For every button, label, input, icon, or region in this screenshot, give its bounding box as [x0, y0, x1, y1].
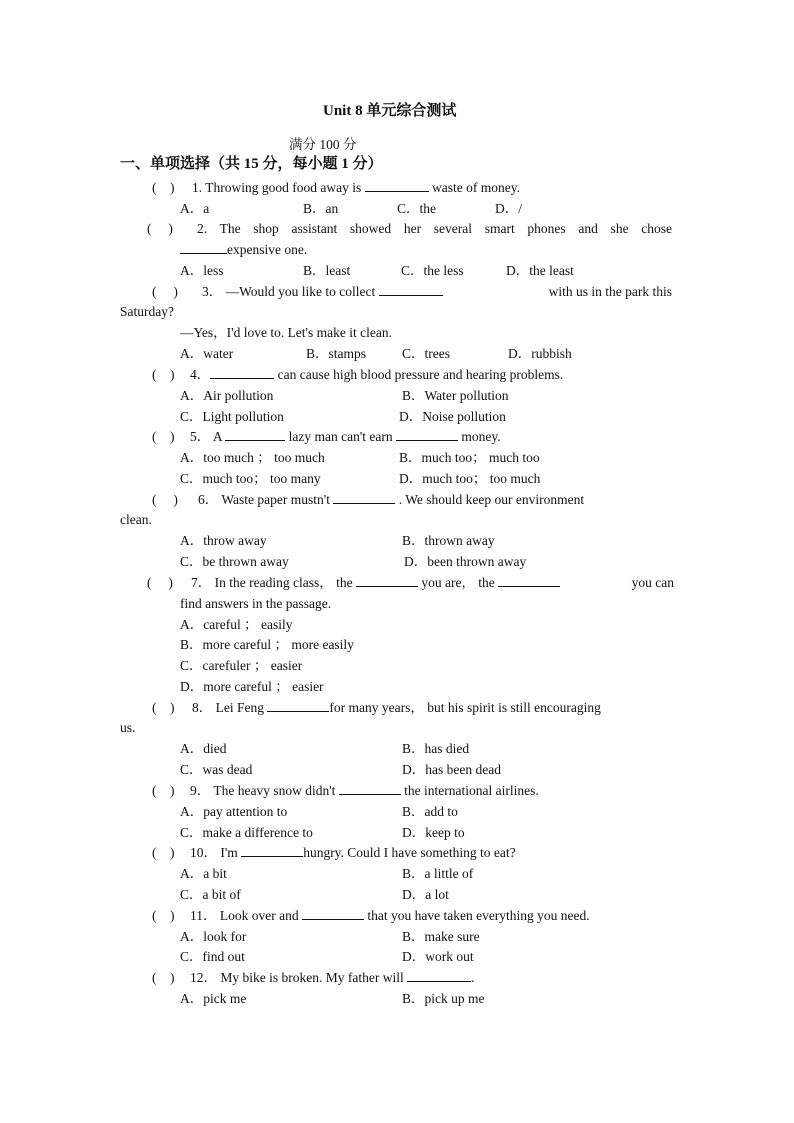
answer-blank	[339, 782, 401, 795]
question-stem: 7． In the reading class， the you are， the you can	[191, 575, 674, 590]
answer-blank	[498, 574, 560, 587]
option-b[interactable]: B．more careful ； more easily	[180, 637, 354, 652]
answer-paren[interactable]: ( )	[152, 845, 175, 860]
answer-paren[interactable]: ( )	[152, 700, 175, 715]
option-a[interactable]: A．a bit	[180, 866, 227, 881]
question-stem-continued: Saturday?	[120, 304, 174, 319]
question-stem-continued: find answers in the passage.	[180, 596, 332, 611]
option-c[interactable]: C．Light pollution	[180, 409, 284, 424]
option-d[interactable]: D．Noise pollution	[399, 409, 506, 424]
question-stem: 5． A lazy man can't earn money.	[190, 429, 501, 444]
option-a[interactable]: A．water	[180, 346, 234, 361]
option-b[interactable]: B．has died	[402, 741, 470, 756]
answer-blank	[267, 699, 329, 712]
option-a[interactable]: A．Air pollution	[180, 388, 274, 403]
answer-paren[interactable]: ( )	[147, 221, 173, 236]
option-b[interactable]: B．much too； much too	[399, 450, 540, 465]
section-heading: 一、单项选择（共 15 分，每小题 1 分）	[120, 156, 383, 172]
question-stem: 4． can cause high blood pressure and hearing problems.	[190, 367, 564, 382]
answer-paren[interactable]: ( )	[152, 908, 175, 923]
option-c[interactable]: C．the less	[401, 263, 464, 278]
answer-paren[interactable]: ( )	[152, 492, 178, 507]
question-stem: 6． Waste paper mustn't . We should keep our environment	[198, 492, 585, 507]
option-c[interactable]: C．make a difference to	[180, 825, 313, 840]
answer-blank	[407, 969, 471, 982]
answer-blank	[365, 179, 429, 192]
option-d[interactable]: D．/	[495, 201, 522, 216]
question-stem: 3． —Would you like to collect with us in the park this	[202, 284, 672, 299]
option-d[interactable]: D．rubbish	[508, 346, 572, 361]
question-stem: 2. The shop assistant showed her several smart phones and she chose	[197, 221, 672, 236]
answer-blank	[379, 283, 443, 296]
question-stem-continued: clean.	[120, 512, 152, 527]
option-a[interactable]: A．less	[180, 263, 224, 278]
option-b[interactable]: B．a little of	[402, 866, 474, 881]
question-stem: 1. Throwing good food away is waste of money.	[192, 180, 520, 195]
option-b[interactable]: B．add to	[402, 804, 458, 819]
question-stem: 10． I'm hungry. Could I have something to eat?	[190, 845, 516, 860]
answer-paren[interactable]: ( )	[147, 575, 173, 590]
option-d[interactable]: D．the least	[506, 263, 574, 278]
option-b[interactable]: B．Water pollution	[402, 388, 509, 403]
option-c[interactable]: C．was dead	[180, 762, 253, 777]
question-stem: 12． My bike is broken. My father will .	[190, 970, 475, 985]
option-d[interactable]: D．work out	[402, 949, 474, 964]
option-d[interactable]: D．keep to	[402, 825, 465, 840]
option-c[interactable]: C．much too； too many	[180, 471, 321, 486]
option-a[interactable]: A．pick me	[180, 991, 247, 1006]
question-stem: 11． Look over and that you have taken everything you need.	[190, 908, 590, 923]
answer-paren[interactable]: ( )	[152, 284, 178, 299]
option-d[interactable]: D．has been dead	[402, 762, 501, 777]
option-a[interactable]: A．died	[180, 741, 227, 756]
option-b[interactable]: B．stamps	[306, 346, 367, 361]
option-c[interactable]: C．find out	[180, 949, 245, 964]
option-a[interactable]: A．a	[180, 201, 210, 216]
question-stem: 8． Lei Feng for many years， but his spirit is still encouraging	[192, 700, 601, 715]
answer-blank	[302, 907, 364, 920]
question-stem: 9． The heavy snow didn't the international airlines.	[190, 783, 539, 798]
answer-blank	[356, 574, 418, 587]
option-d[interactable]: D．a lot	[402, 887, 449, 902]
answer-blank	[396, 428, 458, 441]
answer-blank	[210, 366, 274, 379]
option-a[interactable]: A．look for	[180, 929, 247, 944]
option-d[interactable]: D．much too； too much	[399, 471, 541, 486]
page-title: Unit 8 单元综合测试	[323, 103, 457, 119]
option-c[interactable]: C．carefuler ； easier	[180, 658, 303, 673]
option-b[interactable]: B．least	[303, 263, 351, 278]
full-score-label: 满分 100 分	[289, 137, 357, 152]
option-a[interactable]: A．too much ； too much	[180, 450, 325, 465]
answer-paren[interactable]: ( )	[152, 367, 175, 382]
answer-paren[interactable]: ( )	[152, 783, 175, 798]
dialogue-reply: —Yes，I'd love to. Let's make it clean.	[180, 325, 392, 340]
option-b[interactable]: B．make sure	[402, 929, 480, 944]
option-c[interactable]: C．a bit of	[180, 887, 241, 902]
option-b[interactable]: B．thrown away	[402, 533, 495, 548]
option-a[interactable]: A．throw away	[180, 533, 267, 548]
answer-blank	[333, 491, 395, 504]
option-a[interactable]: A．pay attention to	[180, 804, 288, 819]
answer-paren[interactable]: ( )	[152, 970, 175, 985]
answer-blank	[225, 428, 285, 441]
question-stem-continued: us.	[120, 720, 136, 735]
option-d[interactable]: D．more careful ； easier	[180, 679, 324, 694]
answer-blank	[241, 844, 303, 857]
option-b[interactable]: B．an	[303, 201, 339, 216]
option-c[interactable]: C．trees	[402, 346, 450, 361]
question-stem-continued: expensive one.	[180, 241, 307, 258]
option-a[interactable]: A．careful ； easily	[180, 617, 293, 632]
option-b[interactable]: B．pick up me	[402, 991, 485, 1006]
answer-paren[interactable]: ( )	[152, 180, 175, 195]
option-c[interactable]: C．the	[397, 201, 436, 216]
option-d[interactable]: D．been thrown away	[404, 554, 527, 569]
answer-blank	[180, 241, 227, 254]
answer-paren[interactable]: ( )	[152, 429, 175, 444]
option-c[interactable]: C．be thrown away	[180, 554, 289, 569]
